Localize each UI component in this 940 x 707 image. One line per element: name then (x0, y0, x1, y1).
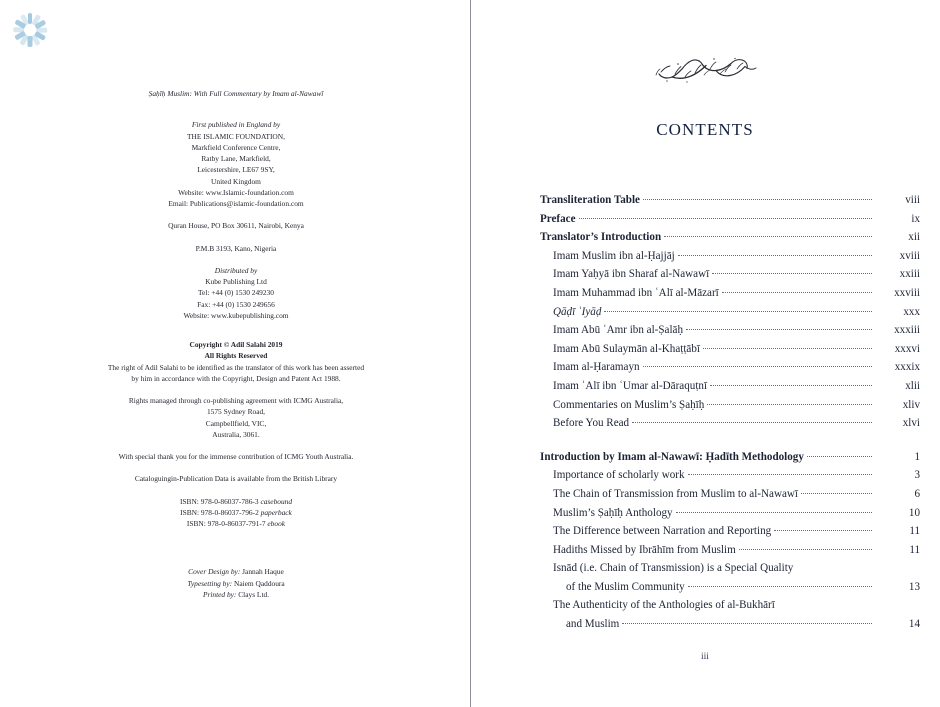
office-nigeria-line: P.M.B 3193, Kano, Nigeria (195, 243, 277, 253)
toc-leader-dots (688, 473, 872, 475)
office-kenya (48, 220, 424, 231)
toc-entry-page-number: 14 (908, 618, 920, 631)
toc-leader-dots (688, 585, 872, 587)
credit-name: Jannah Haque (242, 567, 284, 577)
credit-role: Printed by: (202, 589, 237, 599)
toc-entry[interactable] (540, 232, 920, 251)
toc-leader-dots (664, 235, 872, 237)
toc-leader-dots (678, 254, 872, 256)
publisher-address-line: Ratby Lane, Markfield, (201, 154, 271, 163)
toc-entry-page-number: 13 (908, 580, 920, 593)
office-nigeria (48, 243, 424, 254)
rights-reserved-line: All Rights Reserved (204, 351, 268, 361)
cip-block (48, 473, 424, 484)
toc-entry-page-number: 10 (908, 506, 920, 519)
toc-entry-label: and Muslim (566, 618, 620, 631)
toc-entry-label: of the Muslim Community (566, 580, 685, 593)
rights-managed-line: Campbellfield, VIC, (205, 418, 267, 428)
contents-page (470, 0, 940, 707)
toc-leader-dots (643, 365, 872, 367)
imprint-block (48, 88, 424, 600)
credit-role: Cover Design by: (188, 567, 241, 577)
toc-entry-page-number: xxiii (899, 268, 920, 281)
credit-line (48, 589, 424, 600)
toc-entry[interactable] (540, 362, 920, 381)
credit-role: Typesetting by: (187, 578, 233, 588)
loading-spinner-icon (12, 12, 48, 48)
office-kenya-line: Quran House, PO Box 30611, Nairobi, Kenya (168, 221, 304, 231)
credit-name: Clays Ltd. (238, 589, 270, 599)
toc-entry-label: Hadiths Missed by Ibrāhīm from Muslim (553, 543, 736, 556)
toc-entry[interactable] (540, 418, 920, 437)
toc-entry-page-number: xii (908, 231, 920, 244)
toc-leader-dots (686, 328, 872, 330)
toc-entry-page-number: xxxiii (894, 324, 920, 337)
toc-entry-page-number: xlvi (902, 417, 920, 430)
thanks-block (48, 451, 424, 462)
toc-leader-dots (703, 347, 872, 349)
toc-entry-label: Imam ʿAlī ibn ʿUmar al-Dāraquṭnī (553, 379, 708, 392)
assertion-line: The right of Adil Salahi to be identified as the translator of this work has been asserted (107, 362, 365, 372)
toc-section-spacer (540, 437, 920, 452)
toc-entry-label: Qāḍī ʿIyāḍ (553, 305, 602, 318)
cip-line: Cataloguingin-Publication Data is available from the British Library (134, 474, 338, 484)
distributor-fax: Fax: +44 (0) 1530 249656 (197, 299, 275, 309)
toc-entry-page-number: xxviii (894, 286, 920, 299)
thanks-line: With special thank you for the immense contribution of ICMG Youth Australia. (118, 452, 354, 461)
toc-entry[interactable] (540, 619, 920, 638)
toc-entry-page-number: 6 (914, 487, 920, 500)
folio-page-number: iii (701, 652, 709, 662)
toc-entry-label: The Chain of Transmission from Muslim to al-Nawawī (553, 487, 798, 500)
toc-entry-page-number: xviii (899, 249, 920, 262)
toc-leader-dots (643, 198, 872, 200)
page-title: CONTENTS (656, 120, 754, 139)
toc-entry[interactable] (540, 307, 920, 326)
isbn-block (48, 496, 424, 530)
publisher-email: Email: Publications@islamic-foundation.com (168, 199, 304, 208)
toc-entry-label: Introduction by Imam al-Nawawī: Ḥadīth Methodology (540, 450, 804, 463)
distributor-website: Website: www.kubepublishing.com (183, 310, 289, 320)
isbn-code: ISBN: 978-0-86037-791-7 (186, 519, 266, 528)
toc-leader-dots (632, 421, 872, 423)
toc-leader-dots (712, 272, 872, 274)
toc-entry[interactable] (540, 545, 920, 564)
toc-entry-page-number: ix (911, 212, 920, 225)
toc-entry[interactable] (540, 251, 920, 270)
toc-leader-dots (710, 384, 872, 386)
toc-entry-page-number: 1 (914, 450, 920, 463)
credits-block (48, 566, 424, 600)
isbn-format: paperback (260, 507, 292, 517)
assertion-line: by him in accordance with the Copyright, Design and Patent Act 1988. (131, 373, 341, 383)
toc-entry-label: Importance of scholarly work (553, 469, 685, 482)
toc-entry-label: Preface (540, 212, 576, 225)
bismillah-calligraphy-icon (470, 52, 940, 92)
toc-entry[interactable] (540, 195, 920, 214)
book-title: Ṣaḥīḥ Muslim: With Full Commentary by Imam al-Nawawī (148, 89, 324, 98)
publisher-address-line: Leicestershire, LE67 9SY, (197, 165, 275, 175)
toc-entry-page-number: 11 (909, 543, 920, 556)
publisher-website: Website: www.Islamic-foundation.com (178, 187, 294, 197)
distributor-tel: Tel: +44 (0) 1530 249230 (198, 288, 274, 298)
toc-entry-label: The Authenticity of the Anthologies of al-Bukhārī (553, 599, 775, 612)
toc-entry-label: Translator’s Introduction (540, 231, 662, 244)
isbn-format: casebound (260, 496, 293, 506)
toc-entry-page-number: xliv (902, 398, 920, 411)
toc-entry-label: Before You Read (553, 417, 630, 430)
toc-entry[interactable] (540, 381, 920, 400)
isbn-format: ebook (267, 519, 286, 528)
publisher-block (48, 119, 424, 209)
publisher-address-line: Markfield Conference Centre, (191, 142, 281, 152)
toc-entry-label: Imam Abū ʿAmr ibn al-Ṣalāḥ (553, 324, 684, 337)
toc-entry[interactable] (540, 600, 920, 619)
toc-entry-page-number: xxxvi (894, 342, 920, 355)
toc-entry[interactable] (540, 452, 920, 471)
toc-leader-dots (774, 529, 872, 531)
toc-entry-page-number: viii (905, 194, 920, 206)
distributor-lead: Distributed by (214, 265, 258, 275)
toc-entry-label: Isnād (i.e. Chain of Transmission) is a Special Quality (553, 562, 794, 575)
toc-entry-label: Muslim’s Ṣaḥīḥ Anthology (553, 506, 673, 519)
toc-entry-label: Imam Yaḥyā ibn Sharaf al-Nawawī (553, 268, 710, 281)
rights-managed-line: Australia, 3061. (212, 429, 260, 439)
copyright-block (48, 339, 424, 384)
copyright-line: Copyright © Adil Salahi 2019 (189, 340, 283, 349)
toc-leader-dots (707, 403, 872, 405)
distributor-name: Kube Publishing Ltd (205, 277, 267, 286)
toc-entry-label: Imam al-Ḥaramayn (553, 361, 640, 374)
isbn-line (48, 507, 424, 518)
rights-managed-line: 1575 Sydney Road, (206, 407, 266, 417)
isbn-line (48, 518, 424, 529)
toc-entry-label: Imam Muslim ibn al-Ḥajjāj (553, 249, 675, 262)
toc-entry-label: The Difference between Narration and Reporting (553, 525, 772, 538)
toc-entry[interactable] (540, 526, 920, 545)
toc-leader-dots (801, 492, 872, 494)
toc-entry-label: Commentaries on Muslim’s Ṣaḥīḥ (553, 398, 705, 411)
toc-entry[interactable] (540, 344, 920, 363)
toc-entry[interactable] (540, 400, 920, 419)
rights-managed-block (48, 395, 424, 440)
credit-name: Naiem Qaddoura (233, 578, 285, 588)
toc-entry-page-number: xlii (905, 379, 920, 392)
isbn-code: ISBN: 978-0-86037-796-2 (180, 507, 259, 517)
page-gutter-divider (470, 0, 471, 707)
toc-leader-dots (722, 291, 872, 293)
toc-entry[interactable] (540, 470, 920, 489)
toc-entry-page-number: xxx (903, 305, 920, 318)
toc-entry-page-number: xxxix (894, 361, 920, 374)
toc-entry-label: Imam Abū Sulaymān al-Khaṭṭābī (553, 342, 700, 355)
toc-entry[interactable] (540, 489, 920, 508)
toc-entry-page-number: 11 (909, 525, 920, 538)
isbn-line (48, 496, 424, 507)
credit-line (48, 578, 424, 589)
publisher-address-line: United Kingdom (211, 176, 261, 186)
rights-managed-line: Rights managed through co-publishing agreement with ICMG Australia, (128, 396, 344, 405)
toc-leader-dots (622, 622, 872, 624)
toc-entry[interactable] (540, 214, 920, 233)
toc-entry[interactable] (540, 563, 920, 582)
toc-leader-dots (739, 548, 872, 550)
isbn-code: ISBN: 978-0-86037-786-3 (179, 496, 259, 506)
toc-entry-label: Imam Muhammad ibn ʿAlī al-Māzarī (553, 286, 719, 299)
publisher-name: THE ISLAMIC FOUNDATION, (187, 131, 285, 141)
toc-entry-page-number: 3 (914, 469, 920, 482)
distributor-block (48, 265, 424, 321)
toc-leader-dots (579, 217, 872, 219)
toc-entry[interactable] (540, 582, 920, 601)
toc-entry[interactable] (540, 269, 920, 288)
toc-entry[interactable] (540, 508, 920, 527)
toc-leader-dots (604, 310, 872, 312)
publisher-lead: First published in England by (191, 120, 281, 130)
table-of-contents (540, 195, 920, 638)
credit-line (48, 566, 424, 577)
toc-entry[interactable] (540, 288, 920, 307)
toc-leader-dots (676, 511, 872, 513)
toc-leader-dots (807, 455, 872, 457)
toc-entry-label: Transliteration Table (540, 194, 640, 206)
toc-entry[interactable] (540, 325, 920, 344)
